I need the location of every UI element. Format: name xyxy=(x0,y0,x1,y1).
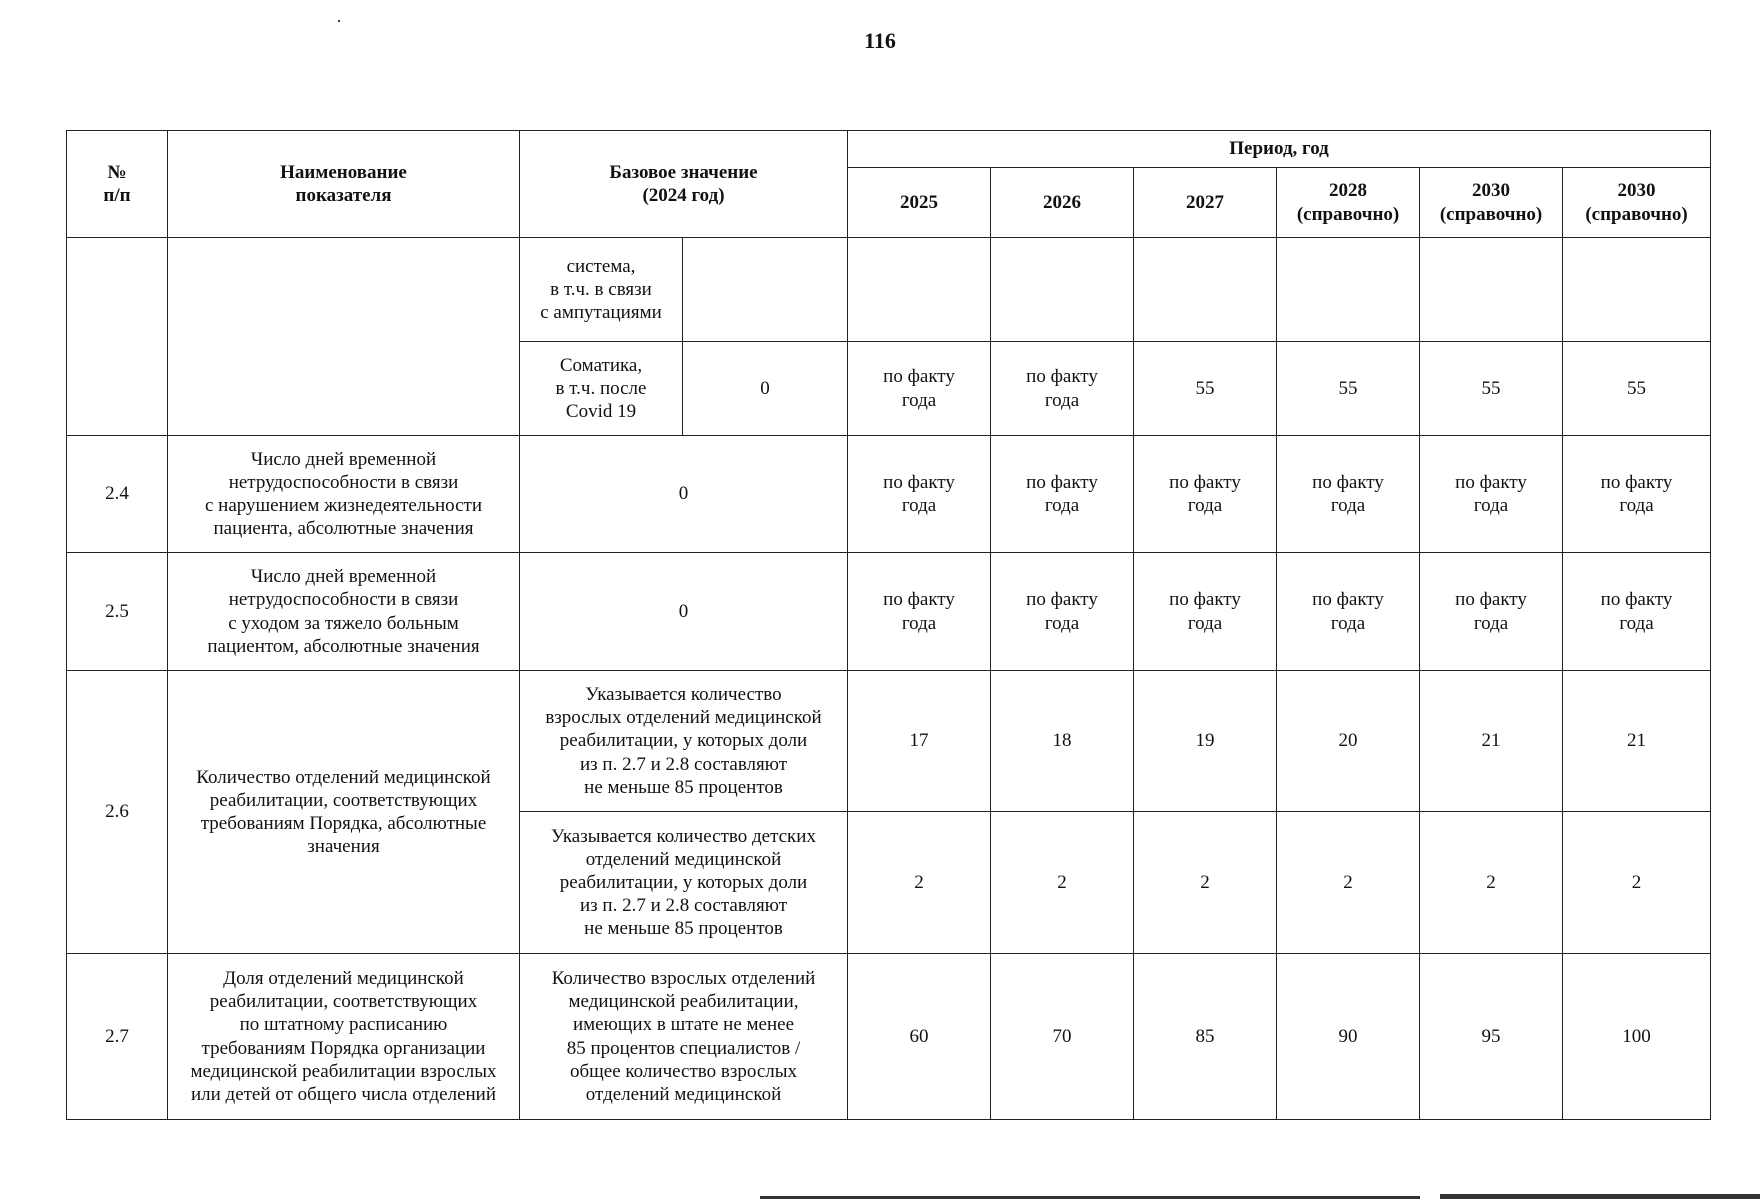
cell-value: 21 xyxy=(1420,671,1563,812)
cell-value: по факту года xyxy=(1134,553,1277,671)
scan-artifact-line xyxy=(1440,1194,1760,1199)
cell-num-cont xyxy=(67,238,168,436)
cell-base: 0 xyxy=(520,553,848,671)
cell-base: 0 xyxy=(520,436,848,553)
cell-value: 85 xyxy=(1134,954,1277,1120)
cell-value: 55 xyxy=(1277,342,1420,436)
cell-value: 20 xyxy=(1277,671,1420,812)
cell-value: по факту года xyxy=(848,553,991,671)
header-year-2030-a: 2030 (справочно) xyxy=(1420,168,1563,238)
cell-value: по факту года xyxy=(991,436,1134,553)
cell-value: 2 xyxy=(991,812,1134,954)
cell-num: 2.4 xyxy=(67,436,168,553)
table-row xyxy=(67,954,1711,1120)
cell-value xyxy=(1420,238,1563,342)
cell-value: 19 xyxy=(1134,671,1277,812)
cell-value: 2 xyxy=(1420,812,1563,954)
cell-base: Указывается количество детских отделений медицинской реабилитации, у которых доли из п. 2.7 и 2.8 составляют не меньше 85 процентов xyxy=(520,812,848,954)
header-base: Базовое значение (2024 год) xyxy=(520,131,848,238)
cell-value: по факту года xyxy=(991,342,1134,436)
cell-base: 0 xyxy=(683,342,848,436)
cell-name: Количество отделений медицинской реабилитации, соответствующих требованиям Порядка, абсолютные значения xyxy=(168,671,520,954)
cell-value: 21 xyxy=(1563,671,1711,812)
cell-num: 2.6 xyxy=(67,671,168,954)
page-number: 116 xyxy=(864,28,896,53)
cell-value xyxy=(1277,238,1420,342)
cell-name: Доля отделений медицинской реабилитации, соответствующих по штатному расписанию требованиям Порядка организации медицинской реабилитации взрослых или детей от общего числа отделений xyxy=(168,954,520,1120)
cell-value: по факту года xyxy=(1277,436,1420,553)
cell-value: 70 xyxy=(991,954,1134,1120)
cell-value: 95 xyxy=(1420,954,1563,1120)
cell-value: 55 xyxy=(1134,342,1277,436)
cell-value: по факту года xyxy=(1563,436,1711,553)
cell-sub: Соматика, в т.ч. после Covid 19 xyxy=(520,342,683,436)
cell-value: 2 xyxy=(1134,812,1277,954)
cell-value: 17 xyxy=(848,671,991,812)
table-row xyxy=(67,671,1711,812)
cell-value xyxy=(848,238,991,342)
table-row xyxy=(67,436,1711,553)
cell-value: 2 xyxy=(1277,812,1420,954)
indicators-table xyxy=(66,130,1711,1120)
header-name: Наименование показателя xyxy=(168,131,520,238)
cell-value xyxy=(1134,238,1277,342)
cell-value: по факту года xyxy=(1420,436,1563,553)
cell-num: 2.5 xyxy=(67,553,168,671)
cell-value: 100 xyxy=(1563,954,1711,1120)
table-row xyxy=(67,238,1711,342)
cell-value: 2 xyxy=(848,812,991,954)
cell-value: 55 xyxy=(1420,342,1563,436)
scan-artifact-dot xyxy=(338,20,340,22)
header-num: № п/п xyxy=(67,131,168,238)
cell-value: 18 xyxy=(991,671,1134,812)
cell-value: по факту года xyxy=(1420,553,1563,671)
cell-name: Число дней временной нетрудоспособности в связи с уходом за тяжело больным пациентом, абсолютные значения xyxy=(168,553,520,671)
header-year-2026: 2026 xyxy=(991,168,1134,238)
cell-name: Число дней временной нетрудоспособности в связи с нарушением жизнедеятельности пациента, абсолютные значения xyxy=(168,436,520,553)
cell-base xyxy=(683,238,848,342)
cell-value xyxy=(991,238,1134,342)
cell-value: по факту года xyxy=(848,342,991,436)
table-row xyxy=(67,553,1711,671)
scan-artifact-line xyxy=(760,1196,1420,1199)
cell-value: 55 xyxy=(1563,342,1711,436)
cell-value: по факту года xyxy=(991,553,1134,671)
cell-value: по факту года xyxy=(1563,553,1711,671)
cell-value: по факту года xyxy=(1134,436,1277,553)
cell-value: по факту года xyxy=(848,436,991,553)
cell-base: Количество взрослых отделений медицинской реабилитации, имеющих в штате не менее 85 процентов специалистов / общее количество взрослых отделений медицинской xyxy=(520,954,848,1120)
cell-name-cont xyxy=(168,238,520,436)
cell-value xyxy=(1563,238,1711,342)
cell-value: 60 xyxy=(848,954,991,1120)
cell-sub: система, в т.ч. в связи с ампутациями xyxy=(520,238,683,342)
header-year-2025: 2025 xyxy=(848,168,991,238)
cell-value: по факту года xyxy=(1277,553,1420,671)
header-period: Период, год xyxy=(848,131,1711,168)
cell-value: 90 xyxy=(1277,954,1420,1120)
cell-value: 2 xyxy=(1563,812,1711,954)
header-year-2028: 2028 (справочно) xyxy=(1277,168,1420,238)
header-year-2030-b: 2030 (справочно) xyxy=(1563,168,1711,238)
cell-base: Указывается количество взрослых отделений медицинской реабилитации, у которых доли из п. 2.7 и 2.8 составляют не меньше 85 процентов xyxy=(520,671,848,812)
cell-num: 2.7 xyxy=(67,954,168,1120)
header-year-2027: 2027 xyxy=(1134,168,1277,238)
